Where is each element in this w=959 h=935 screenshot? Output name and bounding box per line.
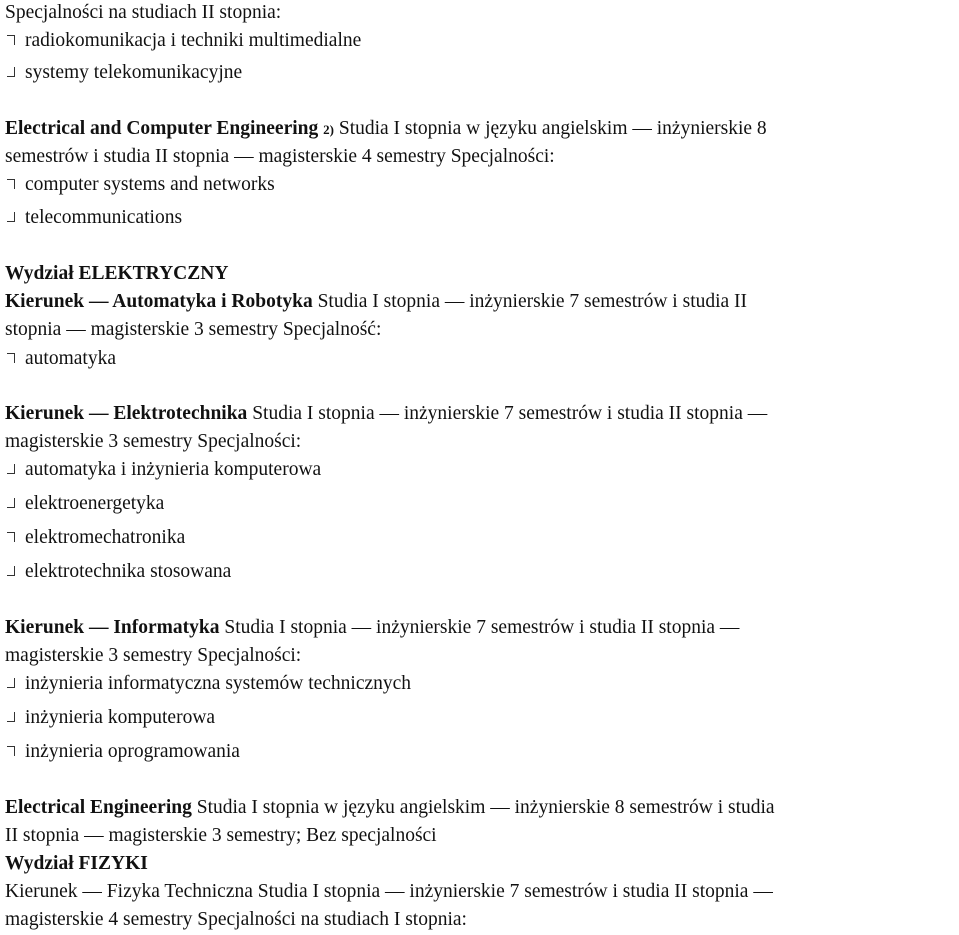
bullet-icon bbox=[7, 712, 15, 722]
bullet-icon bbox=[7, 678, 15, 688]
list-item-text: elektromechatronika bbox=[25, 527, 186, 548]
programme-name: Electrical and Computer Engineering bbox=[5, 118, 319, 139]
faculty-heading: Wydział ELEKTRYCZNY bbox=[5, 263, 229, 284]
list-item-text: elektrotechnika stosowana bbox=[25, 561, 232, 582]
list-item bbox=[5, 707, 215, 729]
list-item-text: inżynieria komputerowa bbox=[25, 707, 216, 728]
programme-name: Kierunek — Informatyka bbox=[5, 617, 220, 638]
list-item bbox=[5, 30, 361, 52]
bullet-icon bbox=[7, 353, 15, 363]
programme-desc: Studia I stopnia — inżynierskie 7 semestrów i studia II stopnia — bbox=[247, 403, 768, 424]
programme-desc-cont: magisterskie 3 semestry Specjalności: bbox=[5, 645, 302, 666]
list-item-text: inżynieria informatyczna systemów technicznych bbox=[25, 673, 412, 694]
programme-desc: Studia I stopnia w języku angielskim — inżynierskie 8 bbox=[333, 118, 767, 139]
footnote-number: 2) bbox=[323, 122, 334, 137]
bullet-icon bbox=[7, 67, 15, 77]
list-item-text: telecommunications bbox=[25, 207, 183, 228]
list-item-text: computer systems and networks bbox=[25, 174, 275, 195]
programme-name: Electrical Engineering bbox=[5, 797, 192, 818]
list-item-text: elektroenergetyka bbox=[25, 493, 165, 514]
intro-title: Specjalności na studiach II stopnia: bbox=[5, 2, 282, 23]
programme-ar bbox=[5, 291, 747, 313]
programme-ece bbox=[5, 118, 767, 141]
bullet-icon bbox=[7, 179, 15, 189]
programme-desc: Studia I stopnia — inżynierskie 7 semestrów i studia II stopnia — bbox=[219, 617, 740, 638]
list-item bbox=[5, 174, 275, 196]
list-item bbox=[5, 561, 231, 583]
list-item bbox=[5, 673, 411, 695]
list-item-text: systemy telekomunikacyjne bbox=[25, 62, 243, 83]
list-item-text: automatyka i inżynieria komputerowa bbox=[25, 459, 322, 480]
programme-desc: Studia I stopnia w języku angielskim — inżynierskie 8 semestrów i studia bbox=[191, 797, 775, 818]
list-item-text: inżynieria oprogramowania bbox=[25, 741, 240, 762]
programme-desc: Studia I stopnia — inżynierskie 7 semestrów i studia II bbox=[312, 291, 748, 312]
list-item bbox=[5, 62, 242, 84]
list-item bbox=[5, 741, 240, 763]
programme-desc-cont: stopnia — magisterskie 3 semestry Specjalność: bbox=[5, 319, 382, 340]
bullet-icon bbox=[7, 566, 15, 576]
bullet-icon bbox=[7, 746, 15, 756]
programme-desc-cont: magisterskie 4 semestry Specjalności na studiach I stopnia: bbox=[5, 909, 467, 930]
programme-el bbox=[5, 403, 767, 425]
programme-inf bbox=[5, 617, 739, 639]
list-item bbox=[5, 207, 182, 229]
bullet-icon bbox=[7, 532, 15, 542]
list-item bbox=[5, 493, 164, 515]
programme-name: Kierunek — Elektrotechnika bbox=[5, 403, 248, 424]
list-item bbox=[5, 527, 185, 549]
programme-desc-cont: semestrów i studia II stopnia — magisterskie 4 semestry Specjalności: bbox=[5, 146, 555, 167]
programme-desc-cont: magisterskie 3 semestry Specjalności: bbox=[5, 431, 302, 452]
list-item bbox=[5, 348, 116, 370]
programme-name: Kierunek — Automatyka i Robotyka bbox=[5, 291, 313, 312]
programme-ee bbox=[5, 797, 775, 819]
bullet-icon bbox=[7, 212, 15, 222]
bullet-icon bbox=[7, 498, 15, 508]
list-item-text: automatyka bbox=[25, 348, 116, 369]
programme-ft: Kierunek — Fizyka Techniczna Studia I stopnia — inżynierskie 7 semestrów i studia II stopnia — bbox=[5, 881, 773, 902]
bullet-icon bbox=[7, 464, 15, 474]
faculty-heading: Wydział FIZYKI bbox=[5, 853, 148, 874]
list-item bbox=[5, 459, 321, 481]
bullet-icon bbox=[7, 35, 15, 45]
list-item-text: radiokomunikacja i techniki multimedialne bbox=[25, 30, 362, 51]
programme-desc-cont: II stopnia — magisterskie 3 semestry; Bez specjalności bbox=[5, 825, 437, 846]
